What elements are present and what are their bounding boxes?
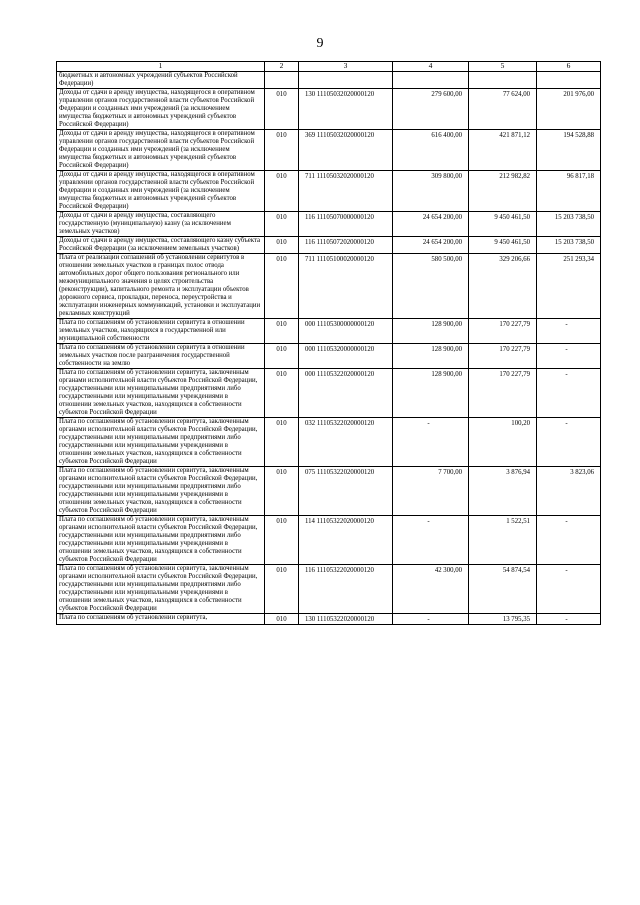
cell-approved: 616 400,00 (393, 130, 469, 171)
header-col-5: 5 (469, 62, 537, 72)
cell-budget-code: 075 11105322020000120 (299, 467, 393, 516)
table-row (57, 171, 601, 212)
cell-executed: 1 522,51 (469, 516, 537, 565)
cell-unexecuted: 96 817,18 (537, 171, 601, 212)
cell-name: Доходы от сдачи в аренду имущества, находящегося в оперативном управлении органов государственной власти субъектов Российской Федерации и созданных ими учреждений (за исключением имущества бюджетных и автономных учреждений субъектов Российской Федерации) (57, 130, 265, 171)
table-row (57, 369, 601, 418)
header-col-2: 2 (265, 62, 299, 72)
cell-name: Плата по соглашениям об установлении сервитута, (57, 614, 265, 625)
header-col-6: 6 (537, 62, 601, 72)
page-number: 9 (316, 36, 324, 51)
cell-unexecuted: - (537, 319, 601, 344)
cell-executed: 3 876,94 (469, 467, 537, 516)
cell-name: Плата по соглашениям об установлении сервитута в отношении земельных участков после разграничения государственной собственности на землю (57, 344, 265, 369)
cell-approved: 128 900,00 (393, 369, 469, 418)
header-col-1: 1 (57, 62, 265, 72)
cell-unexecuted: 251 293,34 (537, 254, 601, 319)
cell-approved: 7 700,00 (393, 467, 469, 516)
table-row (57, 418, 601, 467)
cell-approved: 279 600,00 (393, 89, 469, 130)
cell-line-code: 010 (265, 237, 299, 254)
cell-name: Плата по соглашениям об установлении сервитута в отношении земельных участков, находящихся в государственной или муниципальной собственности (57, 319, 265, 344)
cell-executed: 13 795,35 (469, 614, 537, 625)
cell-line-code: 010 (265, 565, 299, 614)
cell-unexecuted: 15 203 738,50 (537, 237, 601, 254)
table-row (57, 319, 601, 344)
cell-unexecuted: - (537, 565, 601, 614)
cell-executed: 421 871,12 (469, 130, 537, 171)
table-row (57, 467, 601, 516)
cell-executed: 100,20 (469, 418, 537, 467)
cell-name: бюджетных и автономных учреждений субъектов Российской Федерации) (57, 72, 265, 89)
cell-line-code: 010 (265, 516, 299, 565)
cell-line-code: 010 (265, 130, 299, 171)
cell-unexecuted: - (537, 418, 601, 467)
cell-line-code: 010 (265, 171, 299, 212)
cell-budget-code: 711 11105032020000120 (299, 171, 393, 212)
cell-approved: 128 900,00 (393, 344, 469, 369)
cell-unexecuted: - (537, 516, 601, 565)
cell-approved (393, 72, 469, 89)
table-row (57, 344, 601, 369)
cell-executed: 9 450 461,50 (469, 237, 537, 254)
cell-unexecuted (537, 72, 601, 89)
cell-unexecuted: 15 203 738,50 (537, 212, 601, 237)
table-row (57, 89, 601, 130)
cell-name: Доходы от сдачи в аренду имущества, находящегося в оперативном управлении органов государственной власти субъектов Российской Федерации и созданных ими учреждений (за исключением имущества бюджетных и автономных учреждений субъектов Российской Федерации) (57, 171, 265, 212)
revenue-table (56, 61, 601, 625)
cell-line-code: 010 (265, 344, 299, 369)
cell-budget-code: 130 11105032020000120 (299, 89, 393, 130)
cell-approved: 580 500,00 (393, 254, 469, 319)
table-row (57, 130, 601, 171)
cell-approved: 309 800,00 (393, 171, 469, 212)
cell-approved: 24 654 200,00 (393, 212, 469, 237)
cell-budget-code: 711 11105100020000120 (299, 254, 393, 319)
cell-approved: - (393, 614, 469, 625)
cell-approved: 128 900,00 (393, 319, 469, 344)
cell-budget-code: 116 11105070000000120 (299, 212, 393, 237)
table-header-row (57, 62, 601, 72)
cell-unexecuted: - (537, 614, 601, 625)
cell-unexecuted: - (537, 344, 601, 369)
table-row (57, 516, 601, 565)
table-row (57, 72, 601, 89)
cell-budget-code (299, 72, 393, 89)
cell-line-code: 010 (265, 89, 299, 130)
cell-budget-code: 116 11105072020000120 (299, 237, 393, 254)
cell-line-code: 010 (265, 467, 299, 516)
cell-executed: 212 982,82 (469, 171, 537, 212)
cell-name: Плата по соглашениям об установлении сервитута, заключенным органами исполнительной власти субъектов Российской Федерации, государственными или муниципальными предприятиями либо государственными или муниципальными учреждениями в отношении земельных участков, находящихся в собственности субъектов Российской Федерации (57, 369, 265, 418)
cell-name: Доходы от сдачи в аренду имущества, составляющего казну субъекта Российской Федерации (за исключением земельных участков) (57, 237, 265, 254)
cell-budget-code: 000 11105322020000120 (299, 369, 393, 418)
cell-unexecuted: 194 528,88 (537, 130, 601, 171)
cell-budget-code: 116 11105322020000120 (299, 565, 393, 614)
cell-budget-code: 130 11105322020000120 (299, 614, 393, 625)
cell-name: Плата по соглашениям об установлении сервитута, заключенным органами исполнительной власти субъектов Российской Федерации, государственными или муниципальными предприятиями либо государственными или муниципальными учреждениями в отношении земельных участков, находящихся в собственности субъектов Российской Федерации (57, 516, 265, 565)
cell-executed: 9 450 461,50 (469, 212, 537, 237)
cell-line-code: 010 (265, 254, 299, 319)
table-row (57, 212, 601, 237)
cell-executed: 170 227,79 (469, 319, 537, 344)
cell-budget-code: 114 11105322020000120 (299, 516, 393, 565)
header-col-3: 3 (299, 62, 393, 72)
cell-line-code: 010 (265, 369, 299, 418)
cell-line-code: 010 (265, 614, 299, 625)
cell-approved: 24 654 200,00 (393, 237, 469, 254)
cell-executed: 54 874,54 (469, 565, 537, 614)
cell-unexecuted: 3 823,06 (537, 467, 601, 516)
cell-budget-code: 369 11105032020000120 (299, 130, 393, 171)
cell-executed: 329 206,66 (469, 254, 537, 319)
cell-line-code: 010 (265, 418, 299, 467)
cell-name: Доходы от сдачи в аренду имущества, составляющего государственную (муниципальную) казну (за исключением земельных участков) (57, 212, 265, 237)
cell-line-code (265, 72, 299, 89)
cell-line-code: 010 (265, 212, 299, 237)
cell-name: Доходы от сдачи в аренду имущества, находящегося в оперативном управлении органов государственной власти субъектов Российской Федерации и созданных ими учреждений (за исключением имущества бюджетных и автономных учреждений субъектов Российской Федерации) (57, 89, 265, 130)
cell-name: Плата от реализации соглашений об установлении сервитутов в отношении земельных участков в границах полос отвода автомобильных дорог общего пользования регионального или межмуниципального значения в целях строительства (реконструкции), капитального ремонта и эксплуатации объектов дорожного сервиса, прокладки, переноса, переустройства и эксплуатации инженерных коммуникаций, установки и эксплуатации рекламных конструкций (57, 254, 265, 319)
cell-approved: - (393, 516, 469, 565)
cell-unexecuted: - (537, 369, 601, 418)
table-row (57, 237, 601, 254)
cell-executed: 170 227,79 (469, 369, 537, 418)
cell-budget-code: 032 11105322020000120 (299, 418, 393, 467)
cell-executed: 170 227,79 (469, 344, 537, 369)
cell-approved: 42 300,00 (393, 565, 469, 614)
cell-executed: 77 624,00 (469, 89, 537, 130)
cell-name: Плата по соглашениям об установлении сервитута, заключенным органами исполнительной власти субъектов Российской Федерации, государственными или муниципальными предприятиями либо государственными или муниципальными учреждениями в отношении земельных участков, находящихся в собственности субъектов Российской Федерации (57, 565, 265, 614)
table-row (57, 614, 601, 625)
cell-name: Плата по соглашениям об установлении сервитута, заключенным органами исполнительной власти субъектов Российской Федерации, государственными или муниципальными предприятиями либо государственными или муниципальными учреждениями в отношении земельных участков, находящихся в собственности субъектов Российской Федерации (57, 467, 265, 516)
table-row (57, 565, 601, 614)
table-row (57, 254, 601, 319)
cell-budget-code: 000 11105300000000120 (299, 319, 393, 344)
header-col-4: 4 (393, 62, 469, 72)
cell-line-code: 010 (265, 319, 299, 344)
cell-unexecuted: 201 976,00 (537, 89, 601, 130)
cell-approved: - (393, 418, 469, 467)
cell-executed (469, 72, 537, 89)
cell-name: Плата по соглашениям об установлении сервитута, заключенным органами исполнительной власти субъектов Российской Федерации, государственными или муниципальными предприятиями либо государственными или муниципальными учреждениями в отношении земельных участков, находящихся в собственности субъектов Российской Федерации (57, 418, 265, 467)
cell-budget-code: 000 11105320000000120 (299, 344, 393, 369)
